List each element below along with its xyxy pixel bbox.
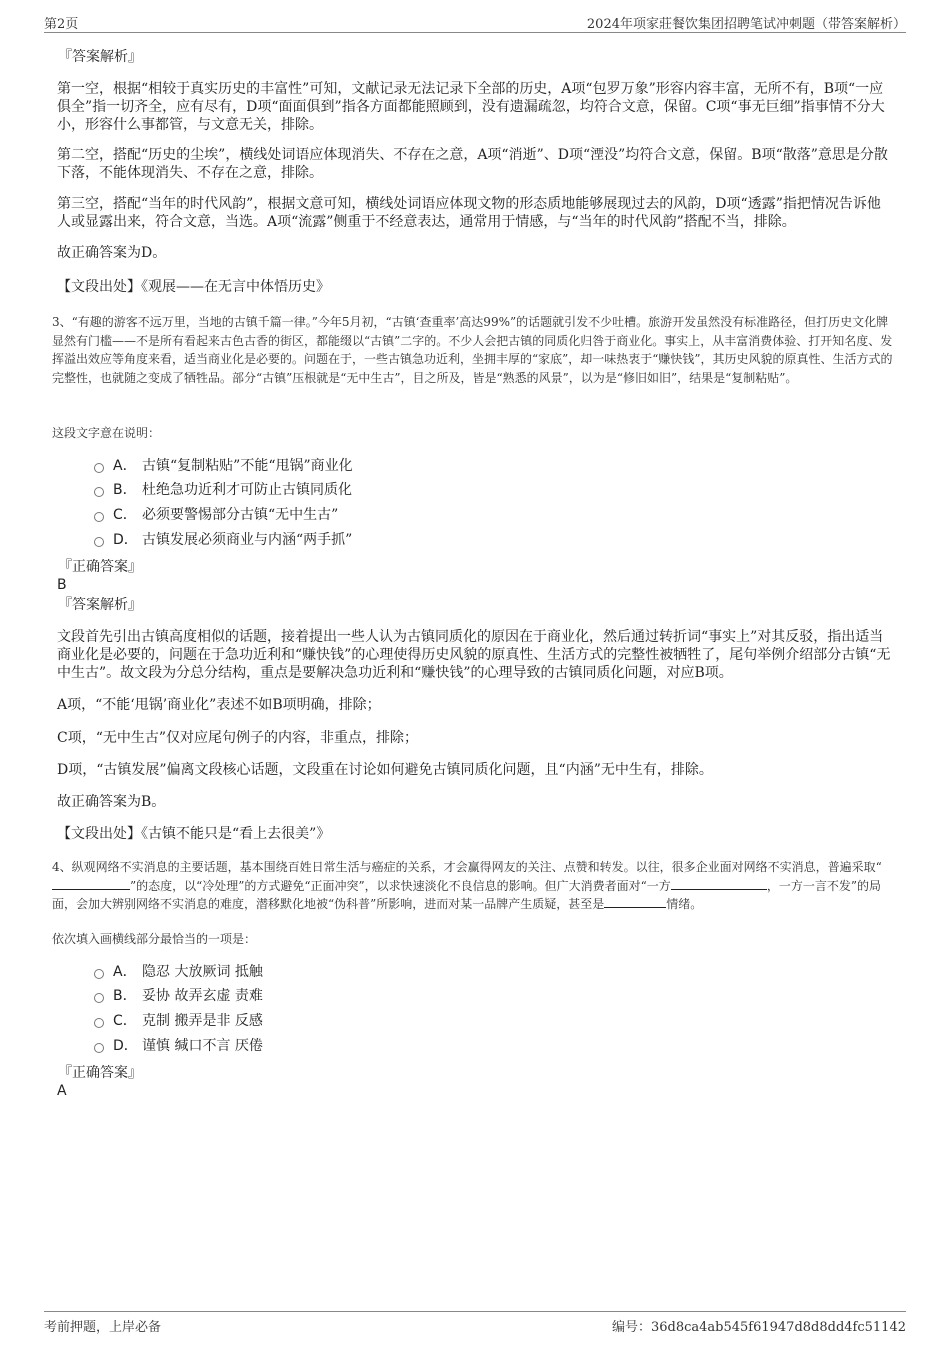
analysis-label: 『答案解析』 [58, 597, 142, 613]
q3-option-b[interactable]: B． 杜绝急功近利才可防止古镇同质化 [94, 481, 352, 499]
q4-option-a[interactable]: A． 隐忍 大放厥词 抵触 [94, 963, 263, 981]
source-citation: 【文段出处】《古镇不能只是“看上去很美”》 [57, 826, 331, 842]
analysis-paragraph: C项，“无中生古”仅对应尾句例子的内容，非重点，排除； [57, 730, 419, 746]
radio-icon[interactable] [94, 512, 104, 522]
analysis-paragraph: A项，“不能‘甩锅’商业化”表述不如B项明确，排除； [57, 697, 381, 713]
radio-icon[interactable] [94, 463, 104, 473]
fill-blank [604, 895, 666, 908]
fill-blank [671, 877, 767, 890]
correct-answer: B [57, 577, 67, 593]
radio-icon[interactable] [94, 993, 104, 1003]
radio-icon[interactable] [94, 969, 104, 979]
q3-option-a[interactable]: A． 古镇“复制粘贴”不能“甩锅”商业化 [94, 457, 353, 475]
q4-option-c[interactable]: C． 克制 搬弄是非 反感 [94, 1012, 263, 1030]
q4-option-d[interactable]: D． 谨慎 缄口不言 厌倦 [94, 1037, 263, 1055]
page-footer [44, 1311, 906, 1336]
q4-option-b[interactable]: B． 妥协 故弄玄虚 责难 [94, 987, 263, 1005]
page-number: 第2页 [44, 17, 79, 32]
question-4-stem: 4、纵观网络不实消息的主要话题，基本围绕百姓日常生活与癌症的关系，才会赢得网友的关注、点赞和转发。以往，很多企业面对网络不实消息，普遍采取“”的态度，以“冷处理”的方式避免“正面冲突”，以求快速淡化不良信息的影响。但广大消费者面对“一方 ，一方一言不发”的局面，会加大辨别网络不实消息的难度，潜移默化地被“伪科普”所影响，进而对某一品牌产生质疑，甚至是 情绪。 [52, 860, 882, 911]
conclusion: 故正确答案为D。 [57, 245, 167, 261]
radio-icon[interactable] [94, 487, 104, 497]
page-header [44, 10, 906, 33]
radio-icon[interactable] [94, 537, 104, 547]
document-title: 2024年项家莊餐饮集团招聘笔试冲刺题（带答案解析） [586, 17, 906, 32]
correct-answer-label: 『正确答案』 [58, 1065, 142, 1081]
analysis-paragraph: 第二空，搭配“历史的尘埃”，横线处词语应体现消失、不存在之意，A项“消逝”、D项“湮没”均符合文意，保留。B项“散落”意思是分散下落，不能体现消失、不存在之意，排除。 [57, 147, 888, 181]
document-id: 编号：36d8ca4ab545f61947d8d8dd4fc51142 [611, 1320, 906, 1335]
q3-option-d[interactable]: D． 古镇发展必须商业与内涵“两手抓” [94, 531, 352, 549]
analysis-paragraph: D项，“古镇发展”偏离文段核心话题，文段重在讨论如何避免古镇同质化问题，且“内涵”无中生有，排除。 [57, 762, 713, 778]
question-3-stem: 3、“有趣的游客不远万里，当地的古镇千篇一律。”今年5月初，“古镇‘查重率’高达99%”的话题就引发不少吐槽。旅游开发虽然没有标准路径，但打历史文化牌显然有门槛——不是所有看起来古色古香的街区，都能缀以“古镇”二字的。不少人会把古镇的同质化归咎于商业化。事实上，从丰富消费体验、打开知名度、发挥溢出效应等角度来看，适当商业化是必要的。问题在于，一些古镇急功近利，坐拥丰厚的“家底”，却一味热衷于“赚快钱”，其历史风貌的原真性、生活方式的完整性，也就随之变成了牺牲品。部分“古镇”压根就是“无中生古”，目之所及，皆是“熟悉的风景”，以为是“修旧如旧”，结果是“复制粘贴”。 [52, 315, 893, 385]
correct-answer-label: 『正确答案』 [58, 559, 142, 575]
fill-blank [52, 877, 130, 890]
analysis-paragraph: 第一空，根据“相较于真实历史的丰富性”可知，文献记录无法记录下全部的历史，A项“包罗万象”形容内容丰富，无所不有，B项“一应俱全”指一切齐全，应有尽有，D项“面面俱到”指各方面都能照顾到，没有遗漏疏忽，均符合文意，保留。C项“事无巨细”指事情不分大小，形容什么事都管，与文意无关，排除。 [57, 81, 885, 133]
source-citation: 【文段出处】《观展——在无言中体悟历史》 [57, 279, 330, 295]
question-3-prompt: 这段文字意在说明： [52, 426, 161, 440]
q3-option-c[interactable]: C． 必须要警惕部分古镇“无中生古” [94, 506, 338, 524]
footer-slogan: 考前押题，上岸必备 [44, 1320, 162, 1335]
question-4-prompt: 依次填入画横线部分最恰当的一项是： [52, 932, 257, 946]
radio-icon[interactable] [94, 1043, 104, 1053]
analysis-paragraph: 第三空，搭配“当年的时代风韵”，根据文意可知，横线处词语应体现文物的形态质地能够展现过去的风韵，D项“透露”指把情况告诉他人或显露出来，符合文意，当选。A项“流露”侧重于不经意表达，通常用于情感，与“当年的时代风韵”搭配不当，排除。 [57, 196, 881, 230]
analysis-label: 『答案解析』 [58, 49, 142, 65]
conclusion: 故正确答案为B。 [57, 794, 166, 810]
radio-icon[interactable] [94, 1018, 104, 1028]
analysis-paragraph: 文段首先引出古镇高度相似的话题，接着提出一些人认为古镇同质化的原因在于商业化，然后通过转折词“事实上”对其反驳，指出适当商业化是必要的，问题在于急功近利和“赚快钱”的心理使得历史风貌的原真性、生活方式的完整性被牺牲了，尾句举例介绍部分古镇“无中生古”。故文段为分总分结构，重点是要解决急功近利和“赚快钱”的心理导致的古镇同质化问题，对应B项。 [57, 629, 891, 681]
correct-answer: A [57, 1083, 67, 1099]
